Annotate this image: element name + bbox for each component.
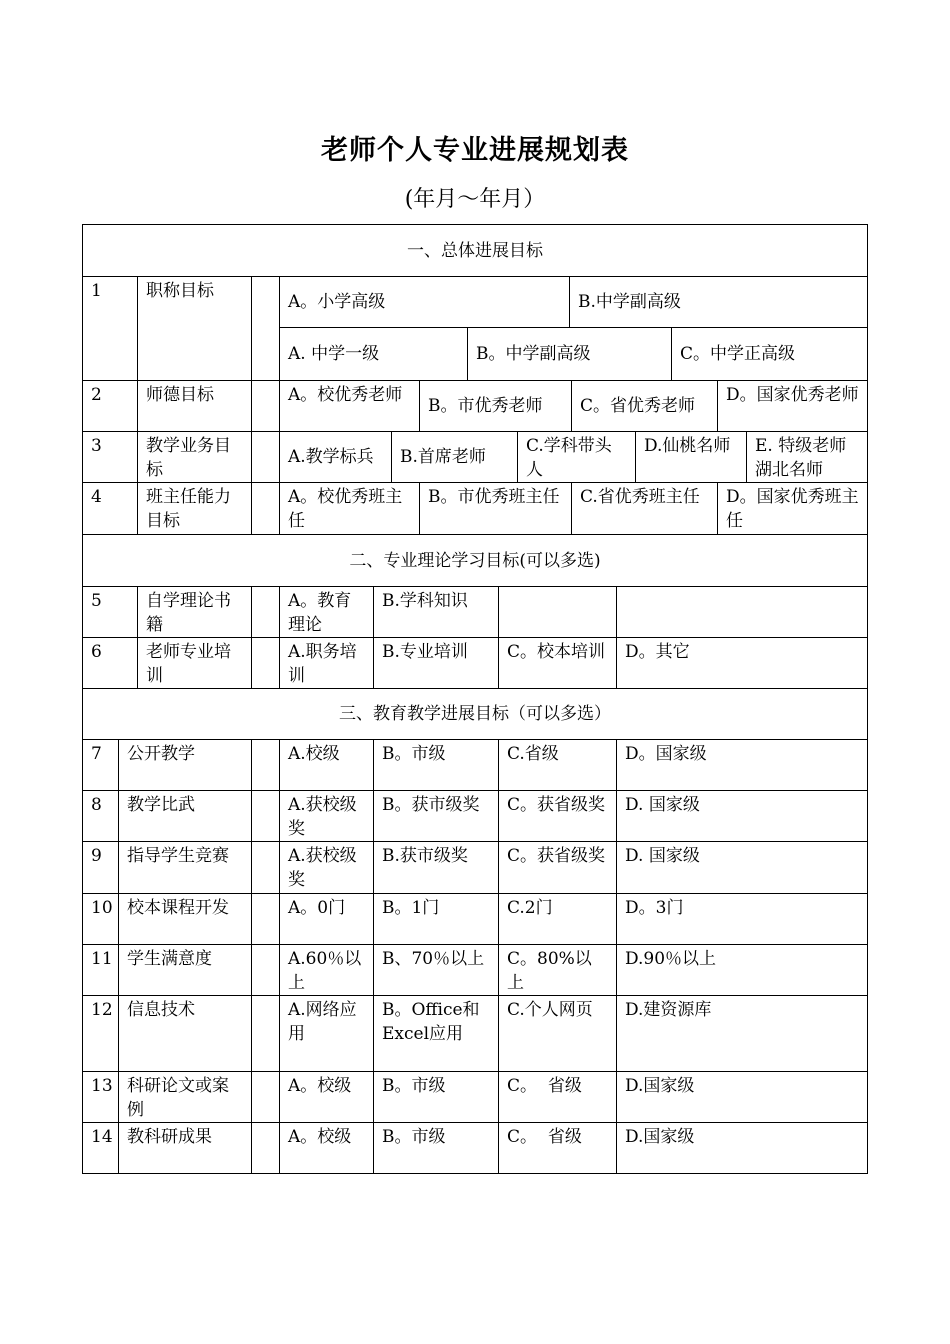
row-4-blank	[251, 482, 279, 534]
row-13-option-c: C。 省级	[498, 1071, 616, 1122]
row-10-label: 校本课程开发	[118, 893, 251, 944]
row-7-option-d: D。国家级	[616, 739, 868, 790]
row-3-blank	[251, 431, 279, 482]
row-3-option-e: E. 特级老师湖北名师	[746, 431, 868, 482]
row-13-blank	[251, 1071, 279, 1122]
row-7-option-c: C.省级	[498, 739, 616, 790]
row-12-option-d: D.建资源库	[616, 995, 868, 1071]
row-7-label: 公开教学	[118, 739, 251, 790]
row-9-number: 9	[82, 841, 118, 893]
row-10-option-c: C.2门	[498, 893, 616, 944]
row-13-option-a: A。校级	[279, 1071, 373, 1122]
row-5-option-d	[616, 586, 868, 637]
row-2-option-c: C。省优秀老师	[571, 380, 717, 431]
row-1-option-a-secondary: A. 中学一级	[279, 327, 467, 380]
section-2-header: 二、专业理论学习目标(可以多选)	[82, 534, 868, 586]
row-12-option-c: C.个人网页	[498, 995, 616, 1071]
row-9-label: 指导学生竞赛	[118, 841, 251, 893]
row-11-option-c: C。80%以上	[498, 944, 616, 995]
page-title: 老师个人专业进展规划表	[321, 135, 629, 166]
row-9-blank	[251, 841, 279, 893]
row-9-option-b: B.获市级奖	[373, 841, 498, 893]
row-11-option-d: D.90％以上	[616, 944, 868, 995]
row-11-option-a: A.60％以上	[279, 944, 373, 995]
row-7-blank	[251, 739, 279, 790]
row-3-option-b: B.首席老师	[391, 431, 517, 482]
row-3-label: 教学业务目标	[137, 431, 251, 482]
row-14-number: 14	[82, 1122, 118, 1174]
row-12-option-a: A.网络应用	[279, 995, 373, 1071]
row-6-number: 6	[82, 637, 137, 688]
row-9-option-d: D. 国家级	[616, 841, 868, 893]
row-13-label: 科研论文或案例	[118, 1071, 251, 1122]
row-2-blank	[251, 380, 279, 431]
row-2-label: 师德目标	[137, 380, 251, 431]
row-10-number: 10	[82, 893, 118, 944]
row-11-label: 学生满意度	[118, 944, 251, 995]
row-12-blank	[251, 995, 279, 1071]
row-7-option-b: B。市级	[373, 739, 498, 790]
row-4-number: 4	[82, 482, 137, 534]
row-7-option-a: A.校级	[279, 739, 373, 790]
row-5-option-b: B.学科知识	[373, 586, 498, 637]
row-14-blank	[251, 1122, 279, 1174]
row-6-label: 老师专业培训	[137, 637, 251, 688]
row-8-number: 8	[82, 790, 118, 841]
row-1-blank	[251, 276, 279, 380]
row-8-option-b: B。获市级奖	[373, 790, 498, 841]
row-6-option-c: C。校本培训	[498, 637, 616, 688]
row-1-option-a-primary: A。小学高级	[279, 276, 569, 327]
row-8-blank	[251, 790, 279, 841]
row-14-option-b: B。市级	[373, 1122, 498, 1174]
row-8-option-a: A.获校级奖	[279, 790, 373, 841]
row-3-option-c: C.学科带头人	[517, 431, 635, 482]
row-8-option-d: D. 国家级	[616, 790, 868, 841]
row-14-option-d: D.国家级	[616, 1122, 868, 1174]
row-11-option-b: B、70％以上	[373, 944, 498, 995]
row-7-number: 7	[82, 739, 118, 790]
row-12-label: 信息技术	[118, 995, 251, 1071]
row-2-option-a: A。校优秀老师	[279, 380, 419, 431]
row-4-option-d: D。国家优秀班主任	[717, 482, 868, 534]
row-5-blank	[251, 586, 279, 637]
page-subtitle: (年月～年月）	[404, 187, 546, 212]
section-3-header: 三、教育教学进展目标（可以多选）	[82, 688, 868, 739]
row-5-number: 5	[82, 586, 137, 637]
row-6-option-b: B.专业培训	[373, 637, 498, 688]
row-1-option-b-secondary: B。中学副高级	[467, 327, 671, 380]
row-5-option-c	[498, 586, 616, 637]
row-6-blank	[251, 637, 279, 688]
row-9-option-c: C。获省级奖	[498, 841, 616, 893]
row-14-option-a: A。校级	[279, 1122, 373, 1174]
row-9-option-a: A.获校级奖	[279, 841, 373, 893]
row-2-option-b: B。市优秀老师	[419, 380, 571, 431]
plan-table	[82, 224, 868, 1174]
row-13-option-b: B。市级	[373, 1071, 498, 1122]
row-1-option-c-secondary: C。中学正高级	[671, 327, 868, 380]
row-2-number: 2	[82, 380, 137, 431]
row-4-option-a: A。校优秀班主任	[279, 482, 419, 534]
row-10-option-a: A。0门	[279, 893, 373, 944]
row-10-blank	[251, 893, 279, 944]
row-3-option-a: A.教学标兵	[279, 431, 391, 482]
row-11-blank	[251, 944, 279, 995]
row-13-number: 13	[82, 1071, 118, 1122]
row-12-number: 12	[82, 995, 118, 1071]
row-14-label: 教科研成果	[118, 1122, 251, 1174]
row-5-option-a: A。教育理论	[279, 586, 373, 637]
row-10-option-b: B。1门	[373, 893, 498, 944]
row-1-label: 职称目标	[137, 276, 251, 380]
row-5-label: 自学理论书籍	[137, 586, 251, 637]
row-3-option-d: D.仙桃名师	[635, 431, 746, 482]
section-1-header: 一、总体进展目标	[82, 224, 868, 276]
row-11-number: 11	[82, 944, 118, 995]
row-6-option-a: A.职务培训	[279, 637, 373, 688]
row-4-option-c: C.省优秀班主任	[571, 482, 717, 534]
row-2-option-d: D。国家优秀老师	[717, 380, 868, 431]
row-1-option-b-primary: B.中学副高级	[569, 276, 868, 327]
row-13-option-d: D.国家级	[616, 1071, 868, 1122]
row-4-option-b: B。市优秀班主任	[419, 482, 571, 534]
row-12-option-b: B。Office和Excel应用	[373, 995, 498, 1071]
row-10-option-d: D。3门	[616, 893, 868, 944]
row-14-option-c: C。 省级	[498, 1122, 616, 1174]
row-3-number: 3	[82, 431, 137, 482]
row-8-label: 教学比武	[118, 790, 251, 841]
row-8-option-c: C。获省级奖	[498, 790, 616, 841]
row-6-option-d: D。其它	[616, 637, 868, 688]
row-4-label: 班主任能力目标	[137, 482, 251, 534]
row-1-number: 1	[82, 276, 137, 380]
